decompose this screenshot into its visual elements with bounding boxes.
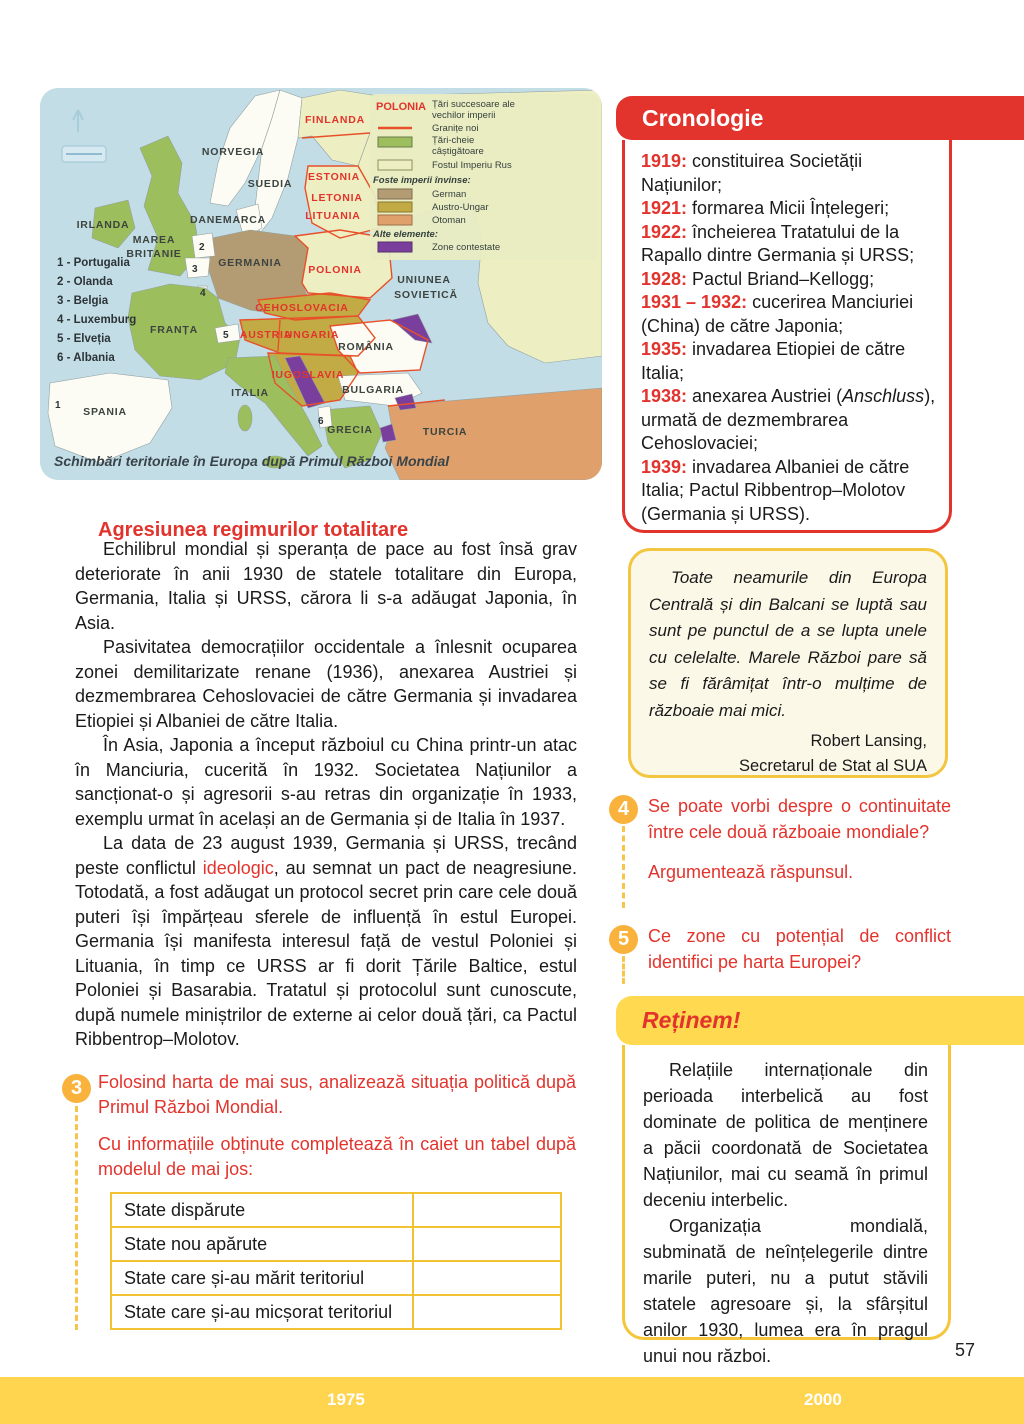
index-item: 3 - Belgia (57, 295, 109, 307)
paragraph-text: La data de 23 august 1939, Germania și URSS, trecând peste conflictul (75, 833, 577, 878)
page-number: 57 (955, 1340, 976, 1360)
legend-former-russian-swatch (378, 160, 412, 170)
exercise3-instruction: Folosind harta de mai sus, analizează situația politică după Primul Război Mondial. (98, 1072, 576, 1117)
label-austria: AUSTRIA (239, 329, 293, 341)
label-lituania: LITUANIA (305, 210, 361, 222)
article-paragraph: Pasivitatea democrațiilor occidentale a înlesnit ocuparea zonei demilitarizate renane (1936), anexarea Austriei și dezmembrarea Cehoslovaciei de către Germania și invadarea Etiopiei și Albaniei de către Italia. (75, 637, 577, 731)
label-uniunea-sovietica: UNIUNEA (397, 274, 451, 286)
point-marker: 4 (200, 288, 206, 299)
legend-successor-desc-2: vechilor imperii (432, 110, 496, 121)
label-norvegia: NORVEGIA (201, 146, 265, 158)
quote-attribution-role: Secretarul de Stat al SUA (738, 757, 927, 775)
timeline-year: 1939: (641, 456, 688, 477)
label-cehoslovacia: CEHOSLOVACIA (255, 302, 349, 314)
table-label-cell: State nou apărute (111, 1227, 413, 1261)
index-item: 6 - Albania (57, 352, 115, 364)
exercise3-instructions (98, 1070, 576, 1194)
timeline-year: 1922: (641, 221, 688, 242)
timeline-text: invadarea Albaniei de către Italia; Pactul Ribbentrop–Molotov (Germania și URSS). (641, 456, 910, 524)
article-paragraph: Echilibrul mondial și speranța de pace au fost însă grav deteriorate în anii 1930 de statele totalitare din Europa, Germania, Italia și URSS, cărora li s-a adăugat Japonia, în Asia. (75, 539, 577, 633)
retinem-paragraph: Relațiile internaționale din perioada interbelică au fost dominate de politica de menținere a păcii coordonată de Societatea Națiunilor, mai cu seamă în primul deceniu interbelic. (643, 1060, 928, 1210)
table-empty-cell (413, 1295, 561, 1329)
retinem-panel (622, 1045, 951, 1366)
label-iugoslavia: IUGOSLAVIA (271, 369, 345, 381)
label-finlanda: FINLANDA (304, 114, 366, 126)
retinem-title: Reținem! (642, 1007, 741, 1033)
exercise4-text (648, 793, 951, 899)
cronologie-entry (641, 338, 937, 385)
article-paragraph: În Asia, Japonia a început războiul cu China printr-un atac în Manciuria, cucerită în 1932. Societatea Națiunilor a sancționat-o și agresorii s-au retras din organizație în 1933, exemplu urmat în același an de Germania și de Italia în 1937. (75, 735, 577, 829)
label-letonia: LETONIA (311, 192, 363, 204)
europe-map-figure (40, 88, 602, 480)
legend-winners-swatch (378, 137, 412, 147)
label-germania: GERMANIA (218, 257, 282, 269)
table-row (111, 1227, 561, 1261)
point-marker: 3 (192, 264, 198, 275)
legend-ottoman-swatch (378, 215, 412, 225)
article-body (75, 537, 577, 1052)
legend-successor-sample: POLONIA (376, 101, 427, 113)
table-row (111, 1261, 561, 1295)
legend-german-swatch (378, 189, 412, 199)
label-uniunea-sovietica: SOVIETICĂ (394, 289, 458, 301)
exercise3-instruction: Cu informațiile obținute completează în caiet un tabel după modelul de mai jos: (98, 1134, 576, 1179)
exercise-connector-line (622, 956, 625, 984)
exercise5-number-badge: 5 (609, 925, 638, 954)
label-suedia: SUEDIA (247, 178, 293, 190)
cronologie-entry (641, 291, 937, 338)
cronologie-entry (641, 197, 937, 221)
index-item: 4 - Luxemburg (57, 314, 137, 326)
island-sardinia (238, 405, 252, 431)
label-ungaria: UNGARIA (284, 329, 340, 341)
timeline-year: 1938: (641, 386, 688, 406)
label-danemarca: DANEMARCA (189, 214, 267, 226)
timeline-year: 1928: (641, 268, 688, 289)
point-marker: 1 (55, 400, 61, 411)
exercise5-text (648, 923, 951, 989)
exercise4-number-badge: 4 (609, 795, 638, 824)
timeline-text: ), urmată de dezmembrarea Cehoslovaciei; (641, 386, 936, 453)
label-marea-britanie: BRITANIE (126, 248, 182, 260)
legend-defeated-heading: Foste imperii învinse: (373, 175, 471, 186)
model-table (110, 1192, 562, 1330)
quote-box (628, 548, 948, 778)
cronologie-entry (641, 456, 937, 527)
retinem-paragraph: Organizația mondială, subminată de neînțelegerile dintre marile puteri, nu a putut stăvili statele agresoare și, la sfârșitul anilor 1930, lumea era în pragul unui nou război. (643, 1216, 928, 1366)
exercise3-number-badge: 3 (62, 1074, 91, 1103)
table-row (111, 1295, 561, 1329)
legend-german-label: German (432, 189, 467, 200)
quote-attribution (649, 729, 927, 779)
legend-austro-hungarian-swatch (378, 202, 412, 212)
legend-former-russian-label: Fostul Imperiu Rus (432, 160, 512, 171)
legend-successor-desc-1: Țări succesoare ale (432, 99, 515, 110)
table-empty-cell (413, 1261, 561, 1295)
point-marker: 6 (318, 416, 324, 427)
article-paragraph (75, 831, 577, 1052)
timeline-text: invadarea Etiopiei de către Italia; (641, 339, 906, 383)
exercise5-question: Ce zone cu potențial de conflict identifici pe harta Europei? (648, 926, 951, 972)
index-item: 5 - Elveția (57, 333, 111, 345)
legend-winners-label-1: Țări-cheie (432, 135, 475, 146)
europe-map (40, 88, 602, 480)
table-label-cell: State care și-au mărit teritoriul (111, 1261, 413, 1295)
cronologie-entry (641, 268, 937, 292)
highlighted-word: ideologic (202, 857, 274, 878)
footer-year-left: 1975 (327, 1390, 365, 1409)
exercise4-question: Se poate vorbi despre o continuitate între cele două războaie mondiale? (648, 796, 951, 842)
map-legend (370, 94, 598, 260)
label-turcia: TURCIA (422, 426, 468, 438)
cronologie-entry (641, 221, 937, 268)
timeline-year: 1935: (641, 339, 688, 359)
label-irlanda: IRLANDA (76, 219, 130, 231)
legend-contested-swatch (378, 242, 412, 252)
legend-contested-label: Zone contestate (432, 242, 501, 253)
legend-austro-hungarian-label: Austro-Ungar (432, 202, 489, 213)
map-caption: Schimbări teritoriale în Europa după Primul Război Mondial (54, 453, 450, 469)
cronologie-entry (641, 150, 937, 197)
timeline-text-italic: Anschluss (842, 386, 925, 406)
timeline-year: 1931 – 1932: (641, 292, 748, 312)
table-row (111, 1193, 561, 1227)
timeline-text: constituirea Societății Națiunilor; (641, 151, 863, 195)
quote-attribution-name: Robert Lansing, (810, 732, 927, 750)
label-polonia: POLONIA (308, 264, 362, 276)
paragraph-text: , au semnat un pact de neagresiune. Totodată, a fost adăugat un protocol secret prin care cele două puteri își împărțeau sferele de influență în estul Europei. Germania își manifesta interesul față de vestul Poloniei și Lituania, în timp ce URSS ar fi dorit Țările Baltice, estul Poloniei și Basarabia. Tratatul și protocolul sunt cunoscute, după numele miniștrilor de externe ai celor două țări, ca Pactul Ribbentrop–Molotov. (75, 857, 577, 1049)
exercise-connector-line (75, 1106, 78, 1330)
timeline-text: cucerirea Manciuriei (China) de către Japonia; (641, 292, 914, 336)
label-spania: SPANIA (83, 406, 127, 418)
quote-text: Toate neamurile din Europa Centrală și din Balcani se luptă sau sunt pe punctul de a se lupta unele cu celelalte. Marele Război pare să se fi fărâmițat într-o mulțime de războaie mai mici. (649, 568, 927, 720)
label-italia: ITALIA (231, 387, 269, 399)
legend-other-heading: Alte elemente: (373, 229, 438, 240)
label-grecia: GRECIA (327, 424, 373, 436)
label-franta: FRANȚA (150, 324, 198, 336)
point-marker: 5 (223, 330, 229, 341)
point-marker: 2 (199, 242, 205, 253)
label-estonia: ESTONIA (307, 171, 361, 183)
exercise-connector-line (622, 826, 625, 908)
cronologie-header (616, 96, 1024, 140)
timeline-text: Pactul Briand–Kellogg; (687, 268, 875, 289)
footer-timeline-bar (0, 1377, 1024, 1424)
index-item: 2 - Olanda (57, 276, 113, 288)
table-label-cell: State care și-au micșorat teritoriul (111, 1295, 413, 1329)
map-scale-icon (62, 146, 106, 162)
cronologie-title: Cronologie (642, 104, 764, 131)
table-empty-cell (413, 1193, 561, 1227)
legend-ottoman-label: Otoman (432, 215, 466, 226)
exercise4-followup: Argumentează răspunsul. (648, 862, 854, 882)
legend-winners-label-2: câștigătoare (432, 146, 484, 157)
index-item: 1 - Portugalia (57, 257, 130, 269)
table-empty-cell (413, 1227, 561, 1261)
cronologie-panel (622, 140, 952, 533)
label-bulgaria: BULGARIA (342, 384, 404, 396)
section-heading: Agresiunea regimurilor totalitare (98, 518, 409, 541)
footer-year-right: 2000 (804, 1390, 842, 1409)
timeline-year: 1919: (641, 151, 688, 171)
timeline-year: 1921: (641, 198, 688, 218)
timeline-text: anexarea Austriei ( (687, 386, 843, 406)
retinem-header (616, 996, 1024, 1045)
label-romania: ROMÂNIA (338, 341, 394, 353)
label-marea-britanie: MAREA (132, 234, 176, 246)
table-label-cell: State dispărute (111, 1193, 413, 1227)
legend-new-borders-label: Granițe noi (432, 123, 479, 134)
timeline-text: formarea Micii Înțelegeri; (687, 198, 890, 218)
cronologie-entry (641, 385, 937, 456)
timeline-text: încheierea Tratatului de la Rapallo dintre Germania și URSS; (641, 221, 915, 265)
